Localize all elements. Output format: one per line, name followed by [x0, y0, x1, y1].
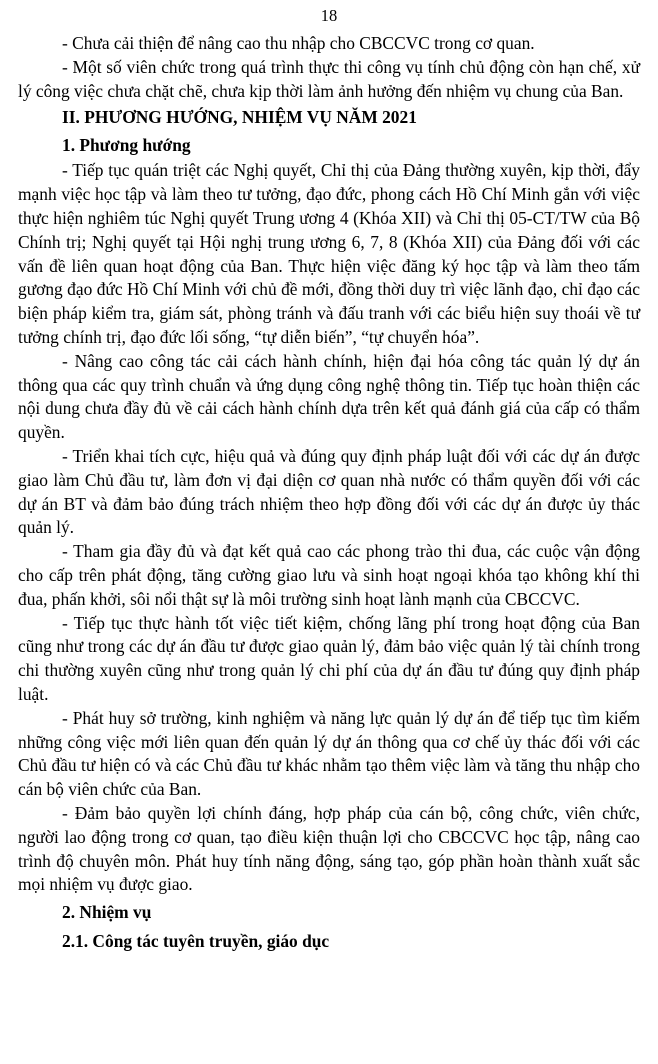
section-title: II. PHƯƠNG HƯỚNG, NHIỆM VỤ NĂM 2021 [62, 107, 417, 128]
direction-paragraph-3: - Triển khai tích cực, hiệu quả và đúng quy định pháp luật đối với các dự án được giao làm Chủ đầu tư, làm đơn vị đại diện cơ quan nhà nước có thẩm quyền đối với các dự án BT và đảm bảo đúng trách nhiệm theo hợp đồng đối với các dự án được ủy thác quản lý. [18, 445, 640, 538]
direction-paragraph-7: - Đảm bảo quyền lợi chính đáng, hợp pháp của cán bộ, công chức, viên chức, người lao động trong cơ quan, tạo điều kiện thuận lợi cho CBCCVC học tập, nâng cao trình độ chuyên môn. Phát huy tính năng động, sáng tạo, góp phần hoàn thành xuất sắc mọi nhiệm vụ được giao. [18, 802, 640, 895]
document-body [18, 32, 640, 955]
direction-paragraph-2: - Nâng cao công tác cải cách hành chính, hiện đại hóa công tác quản lý dự án thông qua các quy trình chuẩn và ứng dụng công nghệ thông tin. Tiếp tục hoàn thiện các nội dung chưa đầy đủ về cải cách hành chính dựa trên kết quả đánh giá của cấp có thẩm quyền. [18, 350, 640, 443]
direction-paragraph-5: - Tiếp tục thực hành tốt việc tiết kiệm, chống lãng phí trong hoạt động của Ban cũng như trong các dự án đầu tư được giao quản lý, đảm bảo việc quản lý tài chính trong chi thường xuyên cũng như trong quản lý chi phí của dự án đầu tư đúng quy định pháp luật. [18, 612, 640, 704]
direction-paragraph-6: - Phát huy sở trường, kinh nghiệm và năng lực quản lý dự án để tiếp tục tìm kiếm những công việc mới liên quan đến quản lý dự án thông qua cơ chế ủy thác đối với các Chủ đầu tư hiện có và các Chủ đầu tư khác nhằm tạo thêm việc làm và tăng thu nhập cho cán bộ viên chức của Ban. [18, 707, 640, 800]
subsection-2-1-title: 2.1. Công tác tuyên truyền, giáo dục [62, 931, 330, 952]
direction-paragraph-4: - Tham gia đầy đủ và đạt kết quả cao các phong trào thi đua, các cuộc vận động cho cấp trên phát động, tăng cường giao lưu và sinh hoạt ngoại khóa tạo không khí thi đua, phấn khởi, sôi nổi thật sự là môi trường sinh hoạt lành mạnh của CBCCVC. [18, 541, 640, 609]
direction-paragraph-1: - Tiếp tục quán triệt các Nghị quyết, Chỉ thị của Đảng thường xuyên, kịp thời, đẩy mạnh việc học tập và làm theo tư tưởng, đạo đức, phong cách Hồ Chí Minh gắn với việc thực hiện nghiêm túc Nghị quyết Trung ương 4 (Khóa XII) và Chỉ thị 05-CT/TW của Bộ Chính trị; Nghị quyết tại Hội nghị trung ương 6, 7, 8 (Khóa XII) của Đảng đối với các vấn đề liên quan hoạt động của Ban. Thực hiện việc đăng ký học tập và làm theo tấm gương đạo đức Hồ Chí Minh với chủ đề mới, đồng thời duy trì việc lãnh đạo, chỉ đạo các biện pháp kiểm tra, giám sát, phòng tránh và đấu tranh với các biểu hiện suy thoái về tư tưởng chính trị, đạo đức lối sống, “tự diễn biến”, “tự chuyển hóa”. [18, 160, 640, 347]
intro-paragraph-1: - Chưa cải thiện để nâng cao thu nhập cho CBCCVC trong cơ quan. [62, 33, 535, 53]
page-number: 18 [320, 6, 338, 25]
subsection-2-title: 2. Nhiệm vụ [62, 902, 152, 923]
intro-paragraph-2: - Một số viên chức trong quá trình thực thi công vụ tính chủ động còn hạn chế, xử lý công việc chưa chặt chẽ, chưa kịp thời làm ảnh hưởng đến nhiệm vụ chung của Ban. [18, 56, 640, 101]
subsection-1-title: 1. Phương hướng [62, 135, 191, 156]
